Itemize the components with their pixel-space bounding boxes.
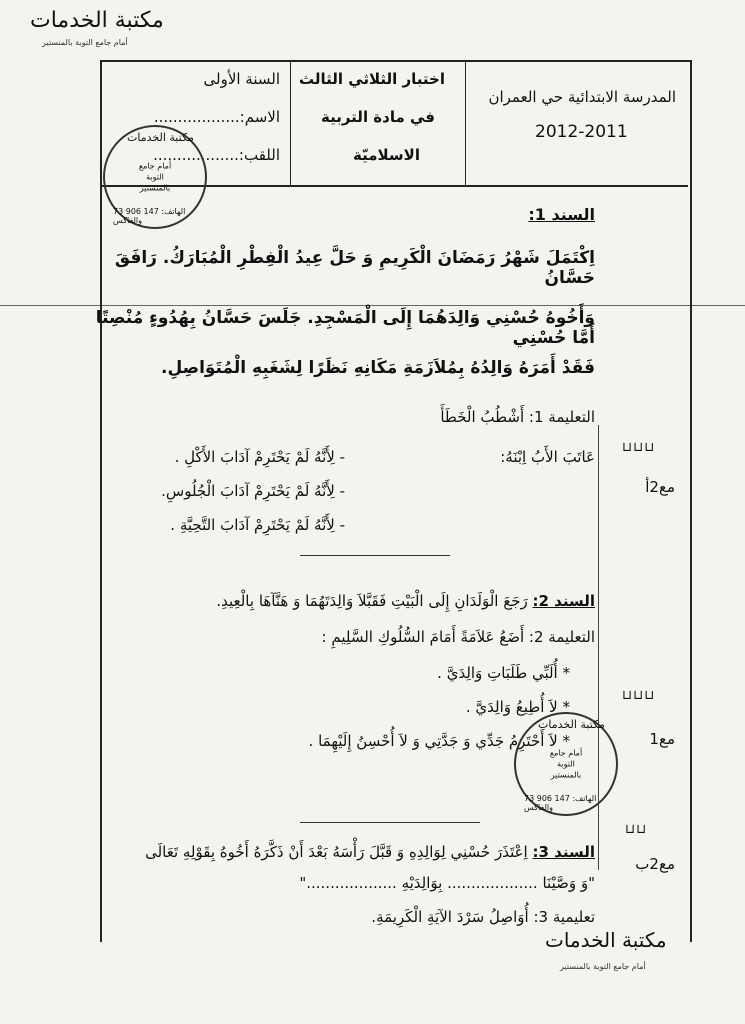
task2-bullet-1[interactable]: * أُلَبِّي طَلَبَاتِ وَالِدَيَّ . [437,664,570,682]
task2-title: التعليمة 2: أَضَعُ عَلاَمَةً أَمَامَ السُّلُوكِ السَّلِيمِ : [321,628,595,646]
exam-title-3: الاسلاميّة [353,146,420,164]
exam-title-cell [290,60,466,185]
sanad1-line1: اِكْتَمَلَ شَهْرُ رَمَضَانَ الْكَرِيمِ وَ حَلَّ عِيدُ الْفِطْرِ الْمُبَارَكُ. رَافَقَ حَسَّانُ [114,248,595,288]
shop-stamp-top [103,125,207,229]
school-name: المدرسة الابتدائية حي العمران [488,88,676,106]
task3-score-boxes[interactable]: ⊔⊔ [625,822,648,837]
task2-bullet-2[interactable]: * لاَ أُطِيعُ وَالِدَيَّ . [465,698,570,716]
stamp-center-text: أمام جامع التوبة بالمنستير [549,748,583,780]
task1-score-boxes[interactable]: ⊔⊔⊔ [622,440,656,455]
sanad1-title: السند 1: [528,205,595,224]
task1-option-1[interactable]: - لِأَنَّهُ لَمْ يَحْتَرِمْ آدَابَ الأَكْلِ . [174,448,345,466]
task3-criterion: مع2ب [635,855,675,873]
stamp-ring-text: مكتبة الخدمات [538,718,605,731]
task2-criterion: مع1 [649,730,675,748]
name-field[interactable]: الاسم:.................. [153,108,280,126]
task1-option-3[interactable]: - لِأَنَّهُ لَمْ يَحْتَرِمْ آدَابَ التَّحِيَّةِ . [170,516,345,534]
shop-stamp-bottom [514,712,618,816]
sanad2-label: السند 2: [532,592,595,610]
sanad3-label: السند 3: [532,843,595,861]
shop-logo-bottom: مكتبة الخدمات [545,928,667,952]
exam-title-1: اختبار الثلاثي الثالث [298,70,445,88]
separator-2 [300,822,480,823]
year-level: السنة الأولى [203,70,280,88]
sanad1-line3: فَقَدْ أَمَرَهُ وَالِدُهُ بِمُلاَزَمَةِ مَكَانِهِ نَظَرًا لِشَغَبِهِ الْمُتَوَاصِلِ. [161,358,595,378]
sanad1-line2: وَأَخُوهُ حُسْنِي وَالِدَهُمَا إِلَى الْمَسْجِدِ. جَلَسَ حَسَّانُ بِهُدُوءٍ مُنْصِتًا أَمَّا حُسْنِي [95,308,595,348]
sanad2-text: رَجَعَ الْوَلَدَانِ إِلَى الْبَيْتِ فَقَبَّلاَ وَالِدَتَهُمَا وَ هَنَّآهَا بِالْعِيدِ. [216,592,528,610]
stamp-center-text: أمام جامع التوبة بالمنستير [138,161,172,193]
task2-bullet-3[interactable]: * لاَ أَحْتَرِمُ جَدِّي وَ جَدَّتِي وَ لاَ أُحْسِنُ إِلَيْهِمَا . [308,732,570,750]
school-year: 2012-2011 [535,122,628,142]
task1-criterion: مع2أ [645,478,675,496]
task2-score-boxes[interactable]: ⊔⊔⊔ [622,688,656,703]
stamp-ring-text: مكتبة الخدمات [127,131,194,144]
sanad3-line [95,843,595,861]
sanad3-verse[interactable]: "وَ وَصَّيْنَا ................... بِوَالِدَيْهِ ..................." [299,874,595,892]
separator-1 [300,555,450,556]
shop-logo-top: مكتبة الخدمات [30,8,164,33]
school-cell [465,60,688,185]
task1-option-2[interactable]: - لِأَنَّهُ لَمْ يَحْتَرِمْ آدَابَ الْجُلُوسِ. [161,482,345,500]
surname-field[interactable]: اللقب:.................. [153,146,280,164]
task1-lead: عَاتَبَ الأَبُ اِبْنَهُ: [500,448,595,466]
stamp-phone: 73 906 147 :الهاتف والفاكس [113,207,186,225]
shop-address-bottom: أمام جامع التوبة بالمنستير [560,962,646,971]
sanad2-line [216,592,595,610]
task1-title: التعليمة 1: أَشْطُبُ الْخَطَأَ [440,408,595,426]
stamp-phone: 73 906 147 :الهاتف والفاكس [524,794,597,812]
shop-address-top: أمام جامع التوبة بالمنستير [42,38,128,47]
sanad3-text: اِعْتَذَرَ حُسْنِي لِوَالِدِهِ وَ قَبَّلَ رَأْسَهُ بَعْدَ أَنْ ذَكَّرَهُ أَخُوهُ بِقَوْلِهِ تَعَالَى [145,843,528,861]
exam-title-2: في مادة التربية [321,108,435,126]
task3-title: تعليمية 3: أُوَاصِلُ سَرْدَ الآيَةِ الْكَرِيمَةِ. [371,908,595,926]
